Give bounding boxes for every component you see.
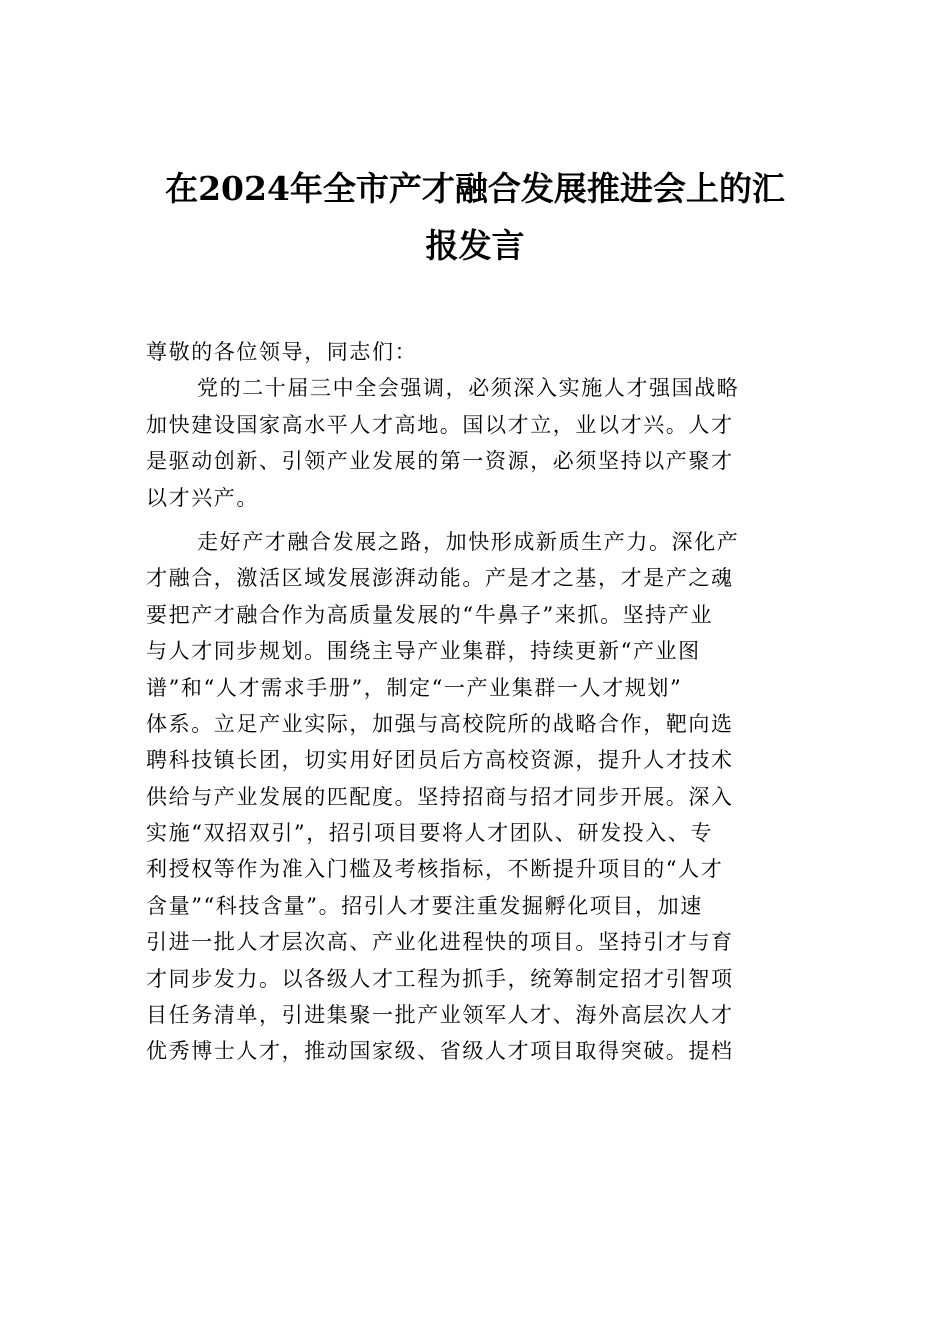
- paragraph-line: 优秀博士人才，推动国家级、省级人才项目取得突破。提档: [146, 1039, 734, 1064]
- document-title: [140, 160, 810, 274]
- paragraph-line: 目任务清单，引进集聚一批产业领军人才、海外高层次人才: [146, 1003, 734, 1028]
- paragraph-line: 要把产才融合作为高质量发展的“牛鼻子”来抓。坚持产业: [146, 602, 714, 627]
- paragraph-line: 与人才同步规划。围绕主导产业集群，持续更新“产业图: [146, 639, 701, 664]
- paragraph-line: 以才兴产。: [146, 485, 259, 510]
- paragraph-line: 供给与产业发展的匹配度。坚持招商与招才同步开展。深入: [146, 784, 734, 809]
- paragraph-line: 谱”和“人才需求手册”，制定“一产业集群一人才规划”: [146, 675, 683, 700]
- paragraph-line: 是驱动创新、引领产业发展的第一资源，必须坚持以产聚才: [146, 449, 734, 474]
- paragraph-line: 才融合，激活区域发展澎湃动能。产是才之基，才是产之魂: [146, 566, 734, 591]
- paragraph-line: 引进一批人才层次高、产业化进程快的项目。坚持引才与育: [146, 930, 734, 955]
- paragraph-line: 加快建设国家高水平人才高地。国以才立，业以才兴。人才: [146, 412, 734, 437]
- paragraph-line: 聘科技镇长团，切实用好团员后方高校资源，提升人才技术: [146, 748, 734, 773]
- paragraph-line: 含量”“科技含量”。招引人才要注重发掘孵化项目，加速: [146, 893, 703, 918]
- title-line: 在2024年全市产才融合发展推进会上的汇: [165, 169, 785, 208]
- paragraph-line: 才同步发力。以各级人才工程为抓手，统筹制定招才引智项: [146, 966, 734, 991]
- title-line: 报发言: [425, 226, 525, 265]
- paragraph-line: 党的二十届三中全会强调，必须深入实施人才强国战略: [197, 376, 740, 401]
- document-body: [146, 334, 816, 1070]
- paragraph-1: [146, 370, 816, 516]
- salutation: 尊敬的各位领导，同志们：: [146, 340, 418, 364]
- paragraph-line: 走好产才融合发展之路，加快形成新质生产力。深化产: [197, 529, 740, 554]
- paragraph-line: 利授权等作为准入门槛及考核指标，不断提升项目的“人才: [146, 857, 724, 882]
- paragraph-2: [146, 524, 816, 1070]
- paragraph-line: 体系。立足产业实际，加强与高校院所的战略合作，靶向选: [146, 711, 734, 736]
- paragraph-line: 实施“双招双引”，招引项目要将人才团队、研发投入、专: [146, 821, 714, 846]
